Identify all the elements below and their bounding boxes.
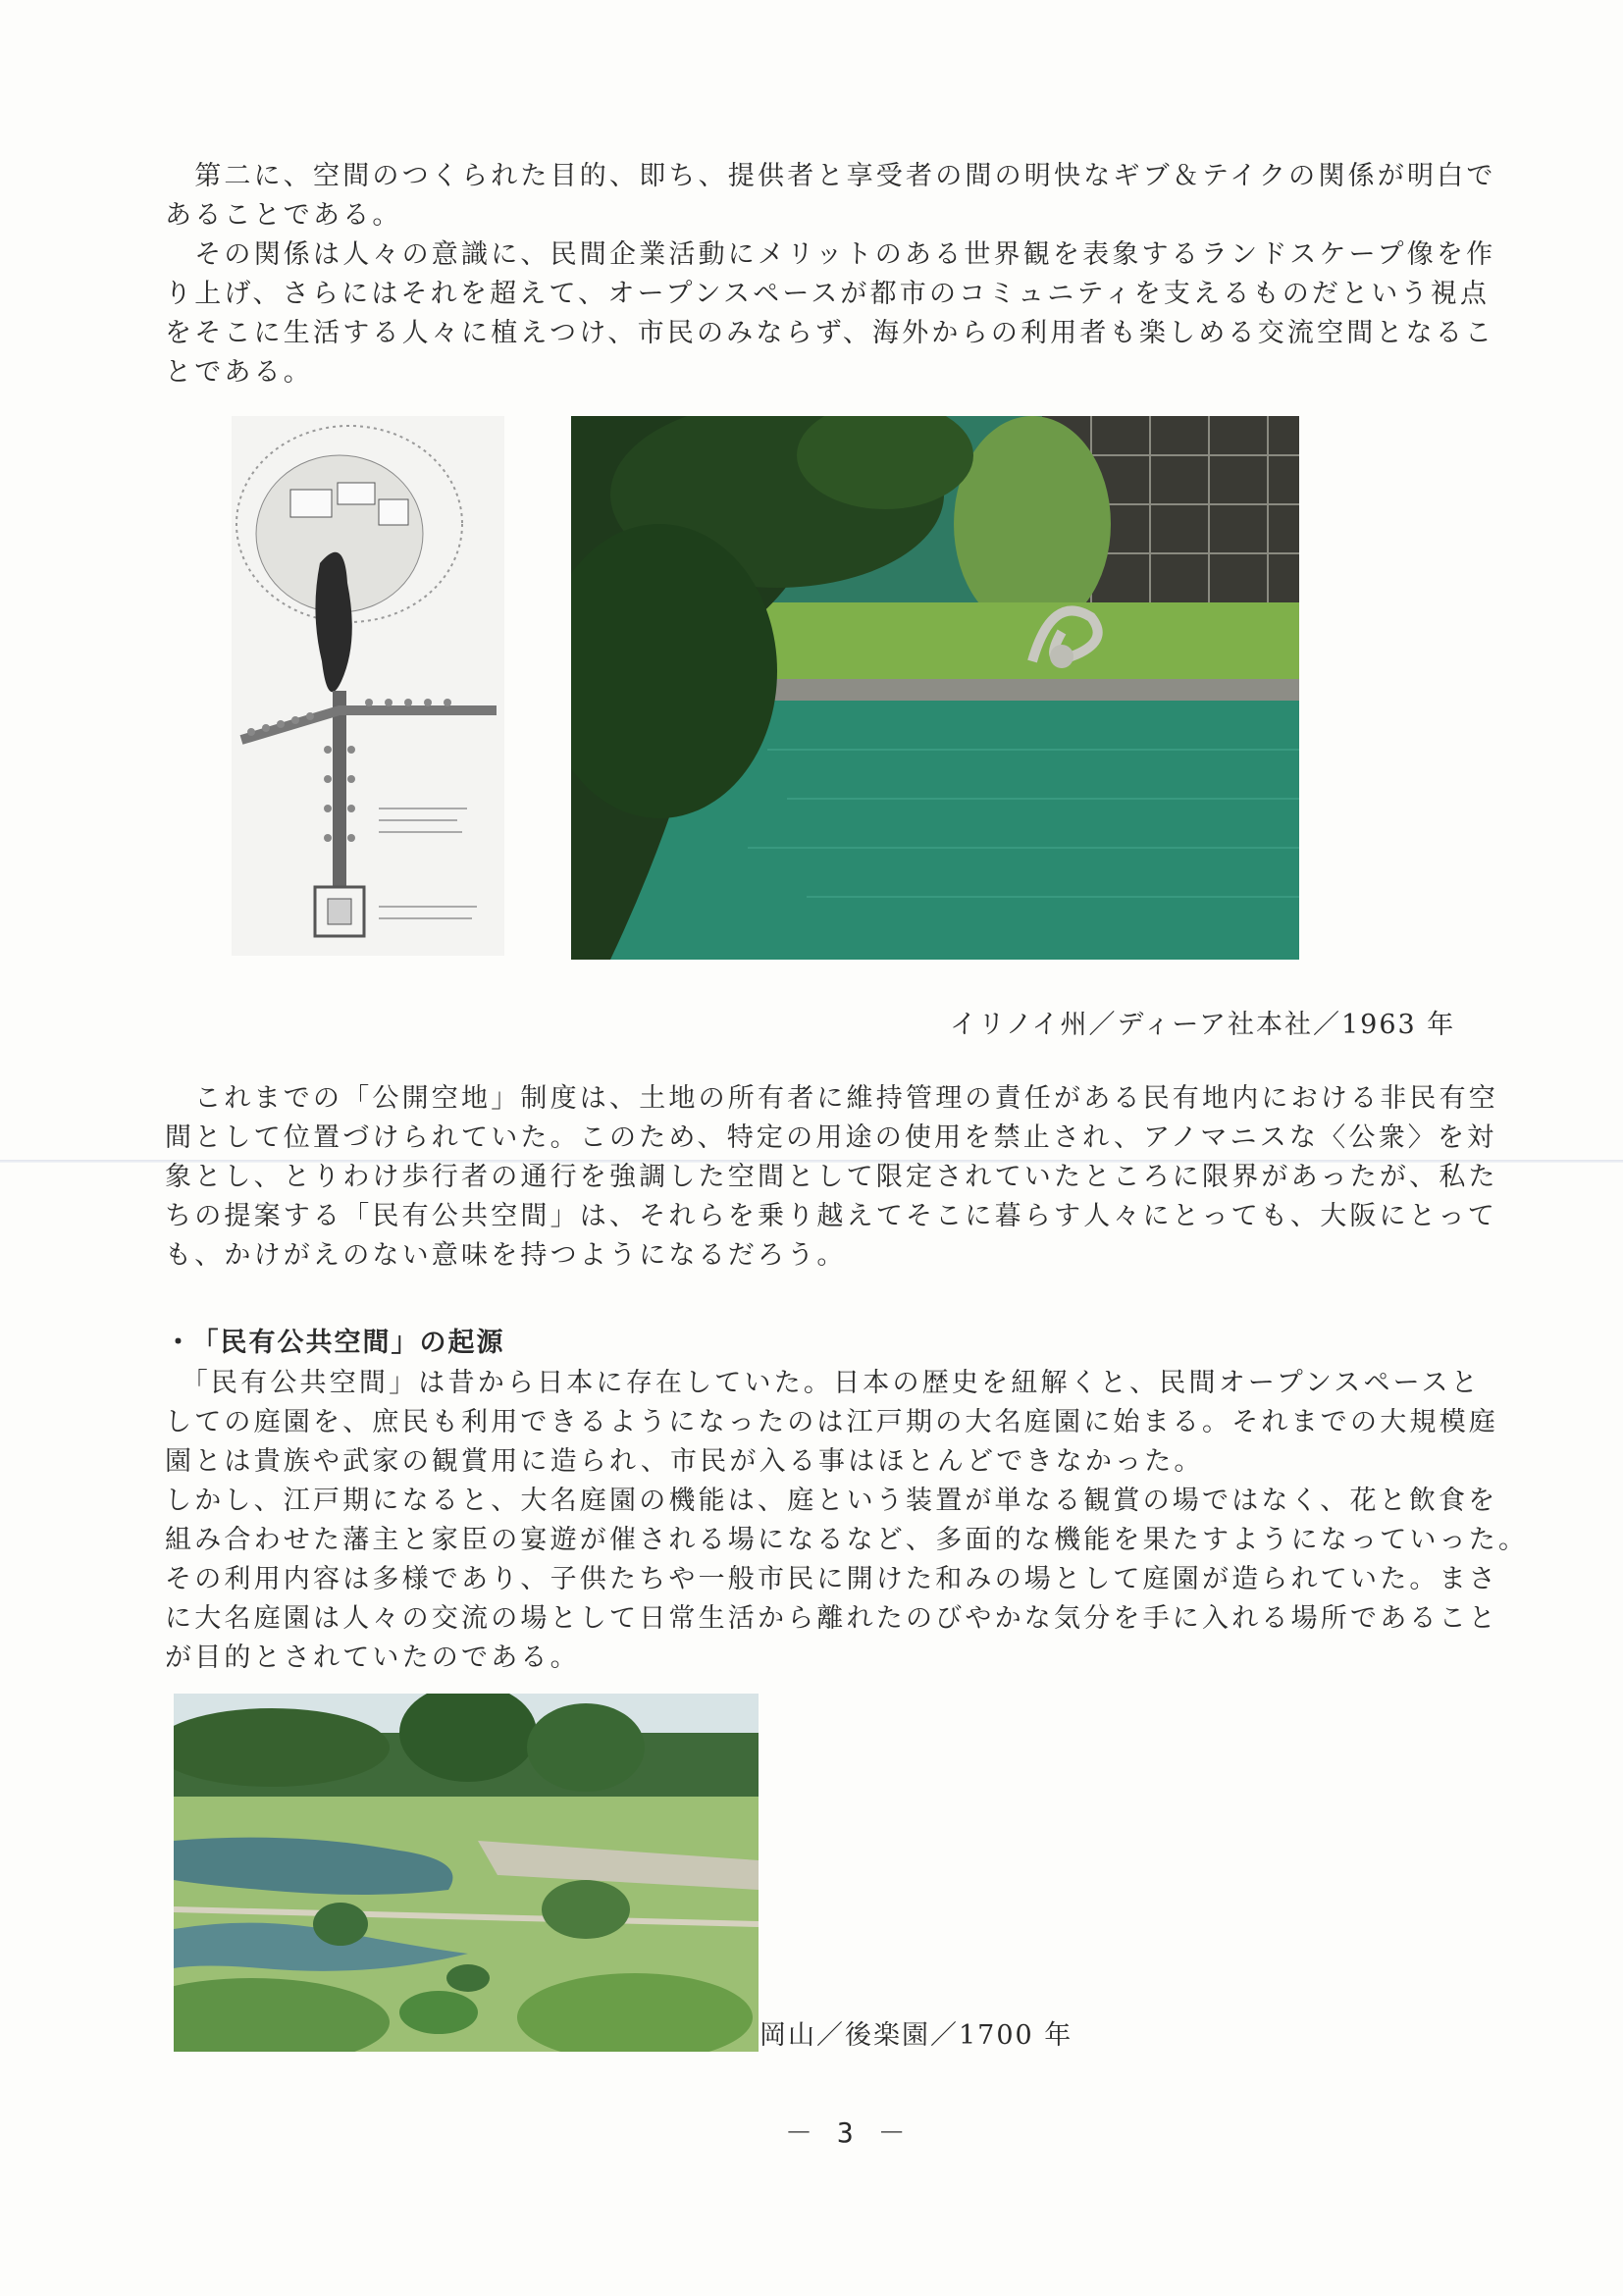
paragraph-relationship (165, 235, 1496, 392)
paragraph-second-point (165, 157, 1496, 235)
paragraph-edo-gardens (165, 1482, 1529, 1678)
text-line: これまでの「公開空地」制度は、土地の所有者に維持管理の責任がある民有地内における非民有空 (165, 1083, 1498, 1114)
section-heading (165, 1321, 505, 1359)
text-line: をそこに生活する人々に植えつけ、市民のみならず、海外からの利用者も楽しめる交流空間となるこ (165, 318, 1495, 348)
figure-caption-deere: イリノイ州／ディーア社本社／1963 年 (950, 1010, 1456, 1040)
text-line: あることである。 (165, 200, 402, 231)
text-line: が目的とされていたのである。 (165, 1643, 580, 1673)
korakuen-garden-photo (174, 1694, 759, 2052)
text-line: 象とし、とりわけ歩行者の通行を強調した空間として限定されていたところに限界があったが、私た (165, 1162, 1498, 1192)
deere-headquarters-photo (571, 416, 1299, 960)
text-line: 「民有公共空間」は昔から日本に存在していた。日本の歴史を紐解くと、民間オープンスペースと (165, 1368, 1481, 1398)
text-line: 組み合わせた藩主と家臣の宴遊が催される場になるなど、多面的な機能を果たすようになっていった。 (165, 1525, 1529, 1555)
paragraph-public-open-space (165, 1079, 1498, 1276)
paragraph-origin (165, 1364, 1498, 1482)
text-line: 間として位置づけられていた。このため、特定の用途の使用を禁止され、アノマニスな〈公衆〉を対 (165, 1122, 1497, 1153)
text-line: しかし、江戸期になると、大名庭園の機能は、庭という装置が単なる観賞の場ではなく、花と飲食を (165, 1486, 1498, 1516)
text-line: ちの提案する「民有公共空間」は、それらを乗り越えてそこに暮らす人々にとっても、大阪にとって (165, 1201, 1497, 1231)
page-number: － 3 － (785, 2116, 910, 2149)
text-line: その関係は人々の意識に、民間企業活動にメリットのある世界観を表象するランドスケープ像を作 (165, 239, 1496, 270)
text-line: も、かけがえのない意味を持つようになるだろう。 (165, 1240, 847, 1271)
text-line: 第二に、空間のつくられた目的、即ち、提供者と享受者の間の明快なギブ＆テイクの関係が明白で (165, 161, 1496, 191)
text-line: 園とは貴族や武家の観賞用に造られ、市民が入る事はほとんどできなかった。 (165, 1446, 1204, 1477)
text-line: り上げ、さらにはそれを超えて、オープンスペースが都市のコミュニティを支えるものだという視点 (165, 279, 1491, 309)
text-line: とである。 (165, 357, 313, 388)
figure-caption-korakuen: 岡山／後楽園／1700 年 (759, 2020, 1073, 2051)
site-plan-drawing (232, 416, 504, 956)
section-heading-text: 「民有公共空間」の起源 (205, 1328, 505, 1358)
text-line: その利用内容は多様であり、子供たちや一般市民に開けた和みの場として庭園が造られていた。まさ (165, 1564, 1498, 1594)
text-line: に大名庭園は人々の交流の場として日常生活から離れたのびやかな気分を手に入れる場所であること (165, 1603, 1498, 1634)
bullet-icon: ・ (165, 1328, 193, 1358)
text-line: しての庭園を、庶民も利用できるようになったのは江戸期の大名庭園に始まる。それまでの大規模庭 (165, 1407, 1498, 1437)
